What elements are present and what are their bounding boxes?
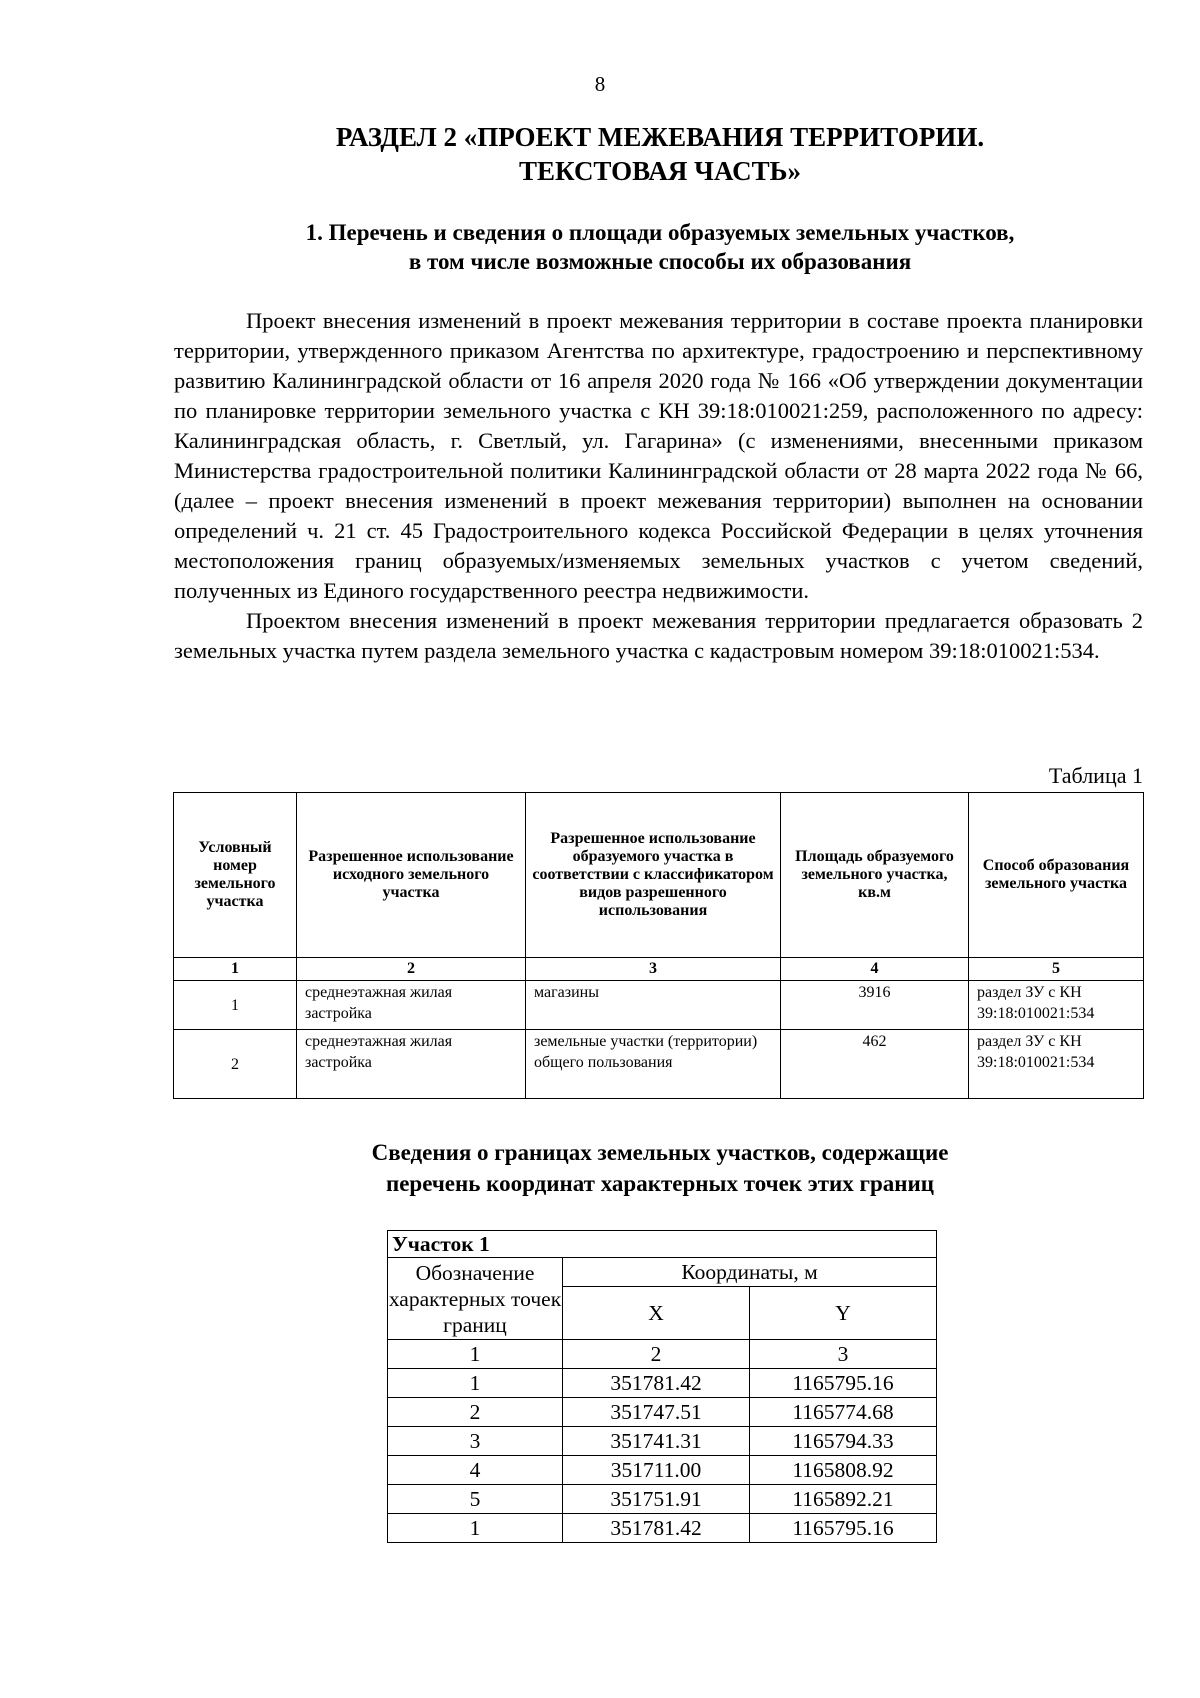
coords-header-row — [388, 1258, 937, 1287]
cell-x: 351781.42 — [563, 1369, 750, 1398]
coordinates-title — [180, 1137, 1140, 1199]
header-coordinates: Координаты, м — [563, 1258, 937, 1287]
cell-y: 1165808.92 — [750, 1456, 937, 1485]
plot-row — [388, 1231, 937, 1258]
section-title-line-1: РАЗДЕЛ 2 «ПРОЕКТ МЕЖЕВАНИЯ ТЕРРИТОРИИ. — [335, 122, 985, 152]
column-number: 4 — [781, 958, 969, 981]
table-header-row — [174, 793, 1144, 958]
table-row — [174, 1030, 1144, 1099]
table-row — [388, 1398, 937, 1427]
header-area: Площадь образуемого земельного участка, кв.м — [781, 793, 969, 958]
cell-y: 1165892.21 — [750, 1485, 937, 1514]
cell-method: раздел ЗУ с КН 39:18:010021:534 — [969, 1030, 1144, 1099]
column-number: 3 — [526, 958, 781, 981]
section-title — [180, 120, 1140, 188]
cell-y: 1165774.68 — [750, 1398, 937, 1427]
cell-plot-number: 2 — [174, 1030, 297, 1099]
cell-new-use: магазины — [526, 981, 781, 1030]
cell-x: 351747.51 — [563, 1398, 750, 1427]
table-row — [174, 981, 1144, 1030]
column-number: 2 — [297, 958, 526, 981]
cell-point: 1 — [388, 1514, 563, 1543]
table-row — [388, 1514, 937, 1543]
cell-method: раздел ЗУ с КН 39:18:010021:534 — [969, 981, 1144, 1030]
section-title-line-2: ТЕКСТОВАЯ ЧАСТЬ» — [519, 156, 801, 186]
column-number: 5 — [969, 958, 1144, 981]
table-row — [388, 1427, 937, 1456]
cell-y: 1165794.33 — [750, 1427, 937, 1456]
coordinates-title-line-1: Сведения о границах земельных участков, содержащие — [371, 1140, 949, 1165]
cell-point: 3 — [388, 1427, 563, 1456]
paragraph-2: Проектом внесения изменений в проект межевания территории предлагается образовать 2 земельных участка путем раздела земельного участка с кадастровым номером 39:18:010021:534. — [174, 608, 1143, 663]
column-number: 2 — [563, 1340, 750, 1369]
header-method: Способ образования земельного участка — [969, 793, 1144, 958]
table-row — [388, 1485, 937, 1514]
cell-x: 351741.31 — [563, 1427, 750, 1456]
header-point-designation: Обозначение характерных точек границ — [388, 1258, 563, 1340]
plots-table — [173, 792, 1144, 1099]
cell-point: 1 — [388, 1369, 563, 1398]
header-x: X — [563, 1287, 750, 1340]
body-text — [174, 306, 1143, 666]
table-caption: Таблица 1 — [1048, 763, 1143, 788]
cell-source-use: среднеэтажная жилая застройка — [297, 981, 526, 1030]
column-number: 1 — [388, 1340, 563, 1369]
subsection-title — [180, 218, 1140, 276]
header-source-use: Разрешенное использование исходного земельного участка — [297, 793, 526, 958]
cell-area: 3916 — [781, 981, 969, 1030]
column-number-row — [388, 1340, 937, 1369]
page-number: 8 — [594, 72, 606, 96]
plot-label: Участок 1 — [388, 1231, 937, 1258]
subsection-title-line-1: 1. Перечень и сведения о площади образуемых земельных участков, — [305, 220, 1015, 245]
column-number-row — [174, 958, 1144, 981]
table-row — [388, 1456, 937, 1485]
cell-point: 5 — [388, 1485, 563, 1514]
header-y: Y — [750, 1287, 937, 1340]
cell-point: 2 — [388, 1398, 563, 1427]
table-row — [388, 1369, 937, 1398]
cell-x: 351781.42 — [563, 1514, 750, 1543]
coordinates-title-line-2: перечень координат характерных точек этих границ — [385, 1171, 935, 1196]
column-number: 1 — [174, 958, 297, 981]
cell-area: 462 — [781, 1030, 969, 1099]
cell-new-use: земельные участки (территории) общего пользования — [526, 1030, 781, 1099]
header-new-use: Разрешенное использование образуемого участка в соответствии с классификатором видов разрешенного использования — [526, 793, 781, 958]
header-plot-number: Условный номер земельного участка — [174, 793, 297, 958]
cell-source-use: среднеэтажная жилая застройка — [297, 1030, 526, 1099]
cell-x: 351711.00 — [563, 1456, 750, 1485]
subsection-title-line-2: в том числе возможные способы их образования — [408, 249, 912, 274]
cell-x: 351751.91 — [563, 1485, 750, 1514]
paragraph-1: Проект внесения изменений в проект межевания территории в составе проекта планировки территории, утвержденного приказом Агентства по архитектуре, градостроению и перспективному развитию Калининградской области от 16 апреля 2020 года № 166 «Об утверждении документации по планировке территории земельного участка с КН 39:18:010021:259, расположенного по адресу: Калининградская область, г. Светлый, ул. Гагарина» (с изменениями, внесенными приказом Министерства градостроительной политики Калининградской области от 28 марта 2022 года № 66, (далее – проект внесения изменений в проект межевания территории) выполнен на основании определений ч. 21 ст. 45 Градостроительного кодекса Российской Федерации в целях уточнения местоположения границ образуемых/изменяемых земельных участков с учетом сведений, полученных из Единого государственного реестра недвижимости. — [174, 308, 1143, 603]
cell-y: 1165795.16 — [750, 1369, 937, 1398]
coordinates-table — [387, 1230, 937, 1543]
column-number: 3 — [750, 1340, 937, 1369]
cell-point: 4 — [388, 1456, 563, 1485]
cell-y: 1165795.16 — [750, 1514, 937, 1543]
cell-plot-number: 1 — [174, 981, 297, 1030]
